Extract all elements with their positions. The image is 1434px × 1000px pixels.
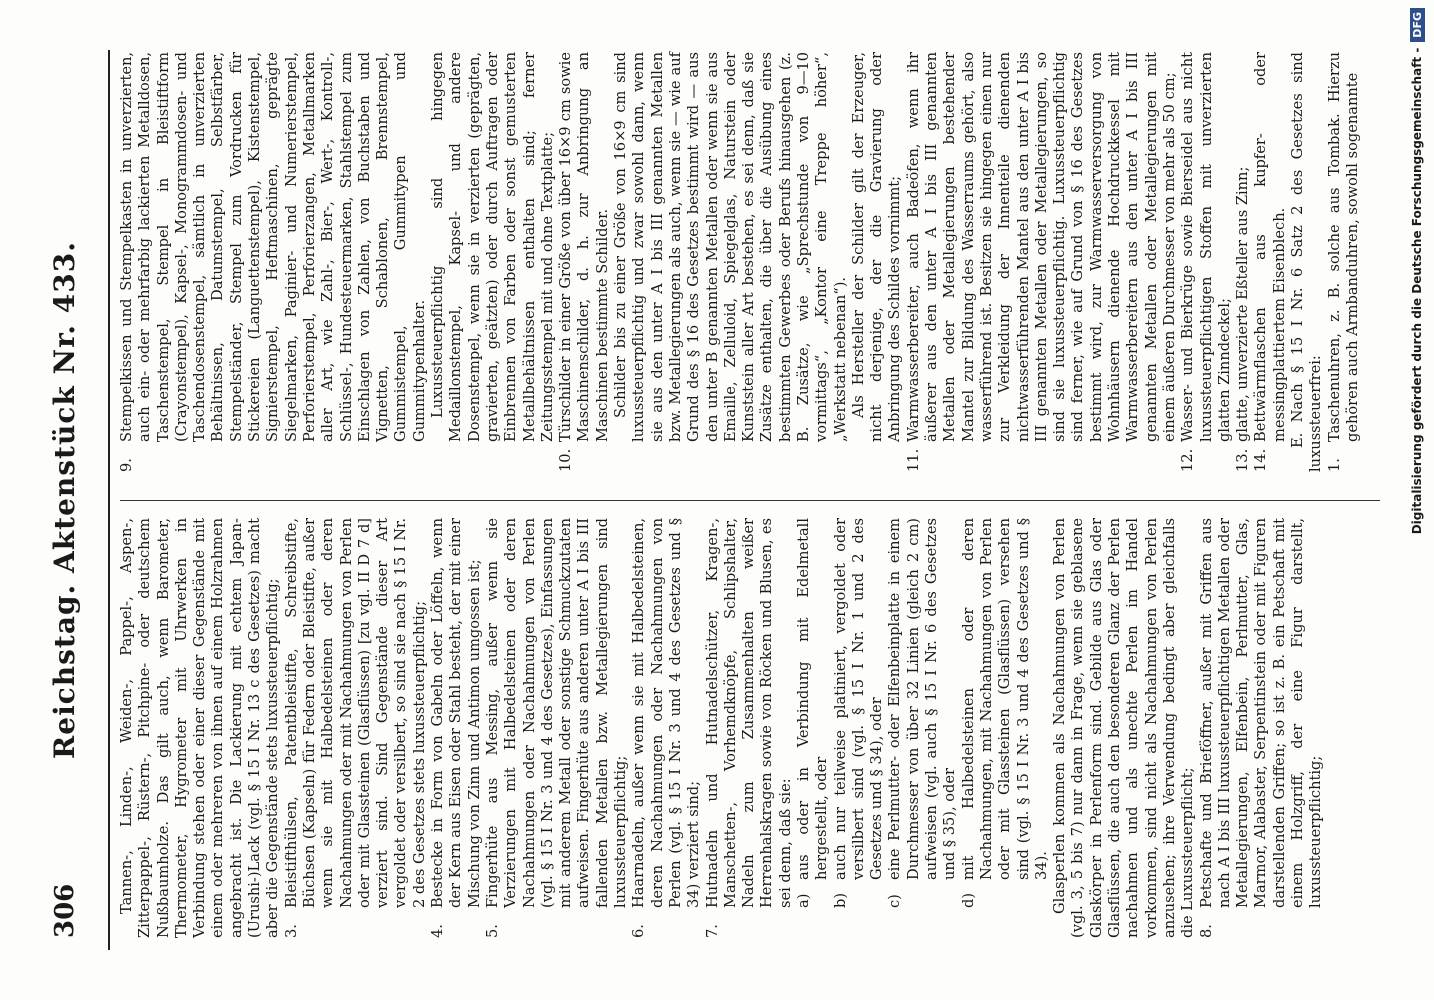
glasperlen-paragraph: Glasperlen kommen als Nachahmungen von Perlen (vgl. 3, 5 bis 7) nur dann in Frage, wenn sie geblasene Glaskörper in Perlenform sind. Gebilde aus Glas oder Glasflüssen, die auch den besonderen Glanz der Perlen nachahmen und als unechte Perlen im Handel vorkommen, sind nicht als Nachahmungen von Perlen anzusehen; ihre Verwendung bedingt aber gleichfalls die Luxussteuerpflicht;	[1051, 518, 1197, 938]
page-title: Reichstag. Aktenstück Nr. 433.	[48, 241, 81, 759]
item-text: Hutnadeln und Hutnadelschützer, Kragen-, Manschetten-, Vorhemdknöpfe, Schlipshalter, Nadeln zum Zusammenhalten weißer Herrenhalskragen sowie von Röcken und Blusen, es sei denn, daß sie:	[703, 518, 794, 908]
item-number: 9.	[118, 458, 135, 472]
sub-item	[886, 518, 959, 938]
item-number: 12.	[1179, 448, 1197, 472]
list-item	[905, 52, 1179, 472]
sub-item-letter: c)	[886, 894, 904, 908]
item-text: Stempelkissen und Stempelkasten in unverzierten, auch ein- oder mehrfarbig lackierten Metalldosen, Taschenstempel, Stempel in Bleistiftform (Crayonstempel), Kapsel-, Monogrammdosen- und Taschendosenstempel, sämtlich in unverzierten Behältnissen, Datumstempel, Selbstfärber, Stempelständer, Stempel zum Vordrucken für Stickereien (Languettenstempel), Kistenstempel, Signierstempel, Heftmaschinen, geprägte Siegelmarken, Paginier- und Numerierstempel, Perforierstempel, Perforierzangen, Metallmarken aller Art, wie Zahl-, Bier-, Wert-, Kontroll-, Schlüssel-, Hundesteuermarken, Stahlstempel zum Einschlagen von Zahlen, von Buchstaben und Vignetten, Schablonen, Brennstempel, Gummistempel, Gummitypen und Gummitypenhalter.	[118, 52, 428, 442]
left-intro-paragraph: Tannen-, Linden-, Weiden-, Pappel-, Aspen-, Zitterpappel-, Rüstern-, Pitchpine- oder deutschem Nußbaumholze. Das gilt auch, wenn Barometer, Thermometer, Hygrometer mit Uhrwerken in Verbindung stehen oder einer dieser Gegenstände mit einem oder mehreren von ihnen auf einem Holzrahmen angebracht ist. Die Lackierung mit echtem Japan-(Urushi-)Lack (vgl. § 15 I Nr. 13 c des Gesetzes) macht aber die Gegenstände stets luxussteuerpflichtig;	[118, 518, 282, 938]
item-text: Taschenuhren, z. B. solche aus Tombak. Hierzu gehören auch Armbanduhren, sowohl sogenannte	[1325, 52, 1361, 442]
sub-item-text: auch nur teilweise platiniert, vergoldet oder versilbert sind (vgl. § 15 I Nr. 1 und 2 des Gesetzes und § 34), oder	[831, 518, 886, 880]
sub-item-letter: a)	[794, 893, 812, 908]
item-number	[612, 442, 850, 472]
dfg-logo: DFG	[1410, 8, 1425, 42]
item-number: 4.	[429, 924, 447, 938]
item-number: 13.	[1234, 448, 1252, 472]
item-number: 5.	[483, 924, 501, 938]
list-item	[557, 52, 612, 472]
section-e-heading: E. Nach § 15 I Nr. 6 Satz 2 des Gesetzes sind luxussteuerfrei:	[1289, 52, 1325, 472]
item-text: Wasser- und Bierkrüge sowie Bierseidel aus nicht luxussteuerpflichtigen Stoffen mit unverzierten glatten Zinndeckel;	[1179, 52, 1233, 442]
item-text: Bettwärmflaschen aus kupfer- oder messingplattiertem Eisenblech.	[1252, 52, 1288, 442]
page-number: 306	[50, 883, 80, 938]
item-number: 3.	[282, 924, 300, 938]
item-text: Luxussteuerpflichtig sind hingegen Medaillonstempel, Kapsel- und andere Dosenstempel, wenn sie in verzierten (geprägten, gravierten, geätzten) oder durch Auftragen oder Einbrennen von Farben oder sonst gemusterten Metallbehältnissen enthalten sind; ferner Zeitungsstempel mit und ohne Textplatte;	[429, 52, 556, 442]
item-text: glatte, unverzierte Eßteller aus Zinn;	[1234, 166, 1252, 442]
item-number	[429, 442, 557, 472]
item-number: 7.	[703, 924, 721, 938]
list-item	[283, 518, 429, 938]
item-number: 1.	[1325, 458, 1343, 472]
item-text: Petschafte und Brieföffner, außer mit Griffen aus nach A I bis III luxussteuerpflichtigen Metallen oder Metallegierungen, Elfenbein, Perlmutter, Glas, Marmor, Alabaster, Serpentinstein oder mit Figuren darstellenden Griffen; so ist z. B. ein Petschaft mit einem Holzgriff, der eine Figur darstellt, luxussteuerpflichtig;	[1197, 518, 1325, 908]
item-number: 8.	[1197, 924, 1215, 938]
item-text: Schilder bis zu einer Größe von 16×9 cm sind luxussteuerpflichtig und zwar sowohl dann, wenn sie aus den unter A I bis III genannten Metallen bzw. Metallegierungen als auch, wenn sie — wie auf Grund des § 16 des Gesetzes bestimmt wird — aus den unter B genannten Metallen oder wenn sie aus Emaille, Zelluloid, Spiegelglas, Naturstein oder Kunststein aller Art bestehen, es sei denn, daß sie Zusätze enthalten, die über die Ausübung eines bestimmten Gewerbes oder Berufs hinausgehen (z. B. Zusätze, wie „Sprechstunde von 9—10 vormittags“, „Kontor eine Treppe höher“, „Werkstatt nebenan“).	[612, 52, 849, 442]
sub-item	[832, 518, 887, 938]
list-item	[612, 52, 850, 472]
page-header	[40, 40, 100, 960]
item-text: Bestecke in Form von Gabeln oder Löffeln, wenn der Kern aus Eisen oder Stahl besteht, der mit einer Mischung von Zinn und Antimon umgossen ist;	[429, 518, 483, 908]
list-item	[1198, 518, 1326, 938]
list-item	[1252, 52, 1289, 472]
item-number: 14.	[1252, 448, 1270, 472]
list-item	[118, 52, 429, 472]
list-item	[484, 518, 630, 938]
list-item	[704, 518, 795, 938]
list-item	[1234, 52, 1252, 472]
sidenote-text: Digitalisierung gefördert durch die Deutsche Forschungsgemeinschaft -	[1410, 47, 1424, 535]
item-number: 11.	[904, 448, 922, 472]
list-item	[630, 518, 703, 938]
sub-item-letter: b)	[831, 892, 849, 908]
sub-item-letter: d)	[959, 892, 977, 908]
sub-item	[795, 518, 832, 938]
right-column	[118, 52, 1362, 472]
item-text: Als Hersteller der Schilder gilt der Erzeuger, nicht derjenige, der die Gravierung oder Anbringung des Schildes vornimmt;	[849, 52, 904, 442]
item-number: 10.	[557, 448, 575, 472]
sub-item-text: mit Halbedelsteinen oder deren Nachahmungen, mit Nachahmungen von Perlen oder mit Glassteinen (Glasflüssen) versehen sind (vgl. § 15 I Nr. 3 und 4 des Gesetzes und § 34).	[959, 518, 1050, 880]
item-number: 6.	[630, 924, 648, 938]
list-item	[429, 518, 484, 938]
item-number	[850, 442, 905, 472]
left-column	[118, 518, 1326, 938]
list-item	[1179, 52, 1234, 472]
sub-item	[960, 518, 1051, 938]
item-text: Bleistifthülsen, Patentbleistifte, Schreibstifte, Büchsen (Kapseln) für Federn oder Bleistifte, außer wenn sie mit Halbedelsteinen oder deren Nachahmungen oder mit Nachahmungen von Perlen oder mit Glassteinen (Glasflüssen) [zu vgl. II D 7 d] verziert sind. Sind Gegenstände dieser Art vergoldet oder versilbert, so sind sie nach § 15 I Nr. 2 des Gesetzes stets luxussteuerpflichtig;	[282, 518, 428, 908]
sub-item-text: aus oder in Verbindung mit Edelmetall hergestellt, oder	[794, 518, 831, 880]
list-item	[429, 52, 557, 472]
item-text: Warmwasserbereiter, auch Badeöfen, wenn ihr äußerer aus den unter A I bis III genannten Metallen oder Metallegierungen bestehender Mantel zur Bildung des Wasserraums gehört, also wasserführend ist. Besitzen sie hingegen einen nur zur Verkleidung der Innenteile dienenden nichtwasserführenden Mantel aus den unter A I bis III genannten Metallen oder Metallegierungen, so sind sie luxussteuerpflichtig. Luxussteuerpflichtig sind ferner, wie auf Grund von § 16 des Gesetzes bestimmt wird, zur Warmwasserversorgung von Wohnhäusern dienende Hochdruckkessel mit Warmwasserbereitern aus den unter A I bis III genannten Metallen oder Metallegierungen mit einem äußeren Durchmesser von mehr als 50 cm;	[904, 52, 1178, 442]
item-text: Türschilder in einer Größe von über 16×9 cm sowie Maschinenschilder, d. h. zur Anbringung an Maschinen bestimmte Schilder.	[557, 52, 611, 442]
digitization-sidenote	[1404, 8, 1430, 992]
item-text: Haarnadeln, außer wenn sie mit Halbedelsteinen, deren Nachahmungen oder Nachahmungen von Perlen (vgl. § 15 I Nr. 3 und 4 des Gesetzes und § 34) verziert sind;	[630, 518, 703, 908]
header-rule	[108, 50, 110, 950]
sub-item-text: eine Perlmutter- oder Elfenbeinplatte in einem Durchmesser von über 32 Linien (gleich 2 cm) aufweisen (vgl. auch § 15 I Nr. 6 des Gesetzes und § 35), oder	[886, 518, 959, 880]
list-item	[1326, 52, 1363, 472]
list-item	[850, 52, 905, 472]
item-text: Fingerhüte aus Messing, außer wenn sie Verzierungen mit Halbedelsteinen oder deren Nachahmungen oder Nachahmungen von Perlen (vgl. § 15 I Nr. 3 und 4 des Gesetzes), Einfassungen mit anderem Metall oder sonstige Schmuckzutaten aufweisen. Fingerhüte aus anderen unter A I bis III fallenden Metallen bzw. Metallegierungen sind luxussteuerpflichtig;	[483, 518, 630, 908]
column-divider	[120, 500, 1380, 501]
